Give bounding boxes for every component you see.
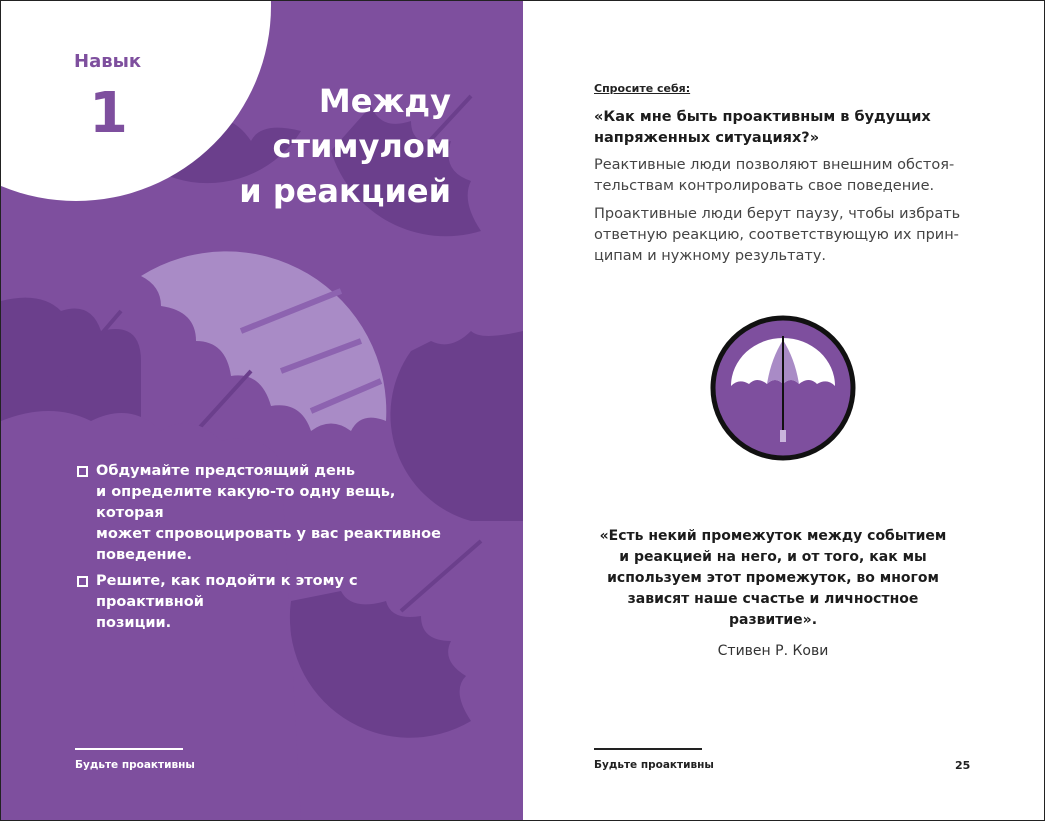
paragraph-line: тельствам контролировать свое поведение. (594, 178, 935, 194)
umbrella-icon (709, 314, 857, 462)
task-text: Обдумайте предстоящий день (96, 463, 356, 479)
running-footer: Будьте проактивны (75, 759, 195, 771)
question-line: «Как мне быть проактивным в будущих (594, 109, 931, 125)
quote-line: зависят наше счастье и личностное (627, 591, 919, 607)
task-text: Решите, как подойти к этому с проактивной (96, 573, 358, 610)
skill-label: Навык (74, 51, 142, 72)
quote-line: используем этот промежуток, во многом (607, 570, 939, 586)
quote (583, 526, 963, 631)
task-text: может спровоцировать у вас реактивное (96, 526, 441, 542)
title-line: и реакцией (239, 172, 451, 210)
paragraph-line: Проактивные люди берут паузу, чтобы избрать (594, 206, 961, 222)
title-line: стимулом (272, 127, 451, 165)
title-line: Между (318, 82, 451, 120)
question-line: напряженных ситуациях?» (594, 130, 820, 146)
left-page (1, 1, 523, 820)
task-item (77, 571, 467, 634)
skill-number: 1 (89, 81, 128, 146)
task-text: поведение. (96, 547, 193, 563)
page-number: 25 (955, 759, 971, 772)
quote-line: развитие». (728, 612, 818, 628)
right-page (523, 1, 1044, 820)
running-footer: Будьте проактивны (594, 759, 714, 771)
footer-divider (75, 748, 183, 750)
quote-line: и реакцией на него, и от того, как мы (619, 549, 927, 565)
checkbox-icon (77, 466, 88, 477)
task-text: и определите какую-то одну вещь, которая (96, 484, 396, 521)
paragraph-line: ответную реакцию, соответствующую их прин- (594, 227, 959, 243)
paragraph-proactive (594, 204, 960, 267)
task-text: позиции. (96, 615, 172, 631)
checkbox-icon (77, 576, 88, 587)
quote-author: Стивен Р. Кови (717, 643, 829, 659)
paragraph-line: ципам и нужному результату. (594, 248, 827, 264)
chapter-title (239, 79, 451, 214)
paragraph-line: Реактивные люди позволяют внешним обстоя- (594, 157, 955, 173)
question (594, 107, 931, 149)
task-list (77, 461, 467, 639)
ask-yourself-label: Спросите себя: (594, 82, 691, 95)
paragraph-reactive (594, 155, 954, 197)
quote-line: «Есть некий промежуток между событием (599, 528, 947, 544)
task-item (77, 461, 467, 566)
footer-divider (594, 748, 702, 750)
